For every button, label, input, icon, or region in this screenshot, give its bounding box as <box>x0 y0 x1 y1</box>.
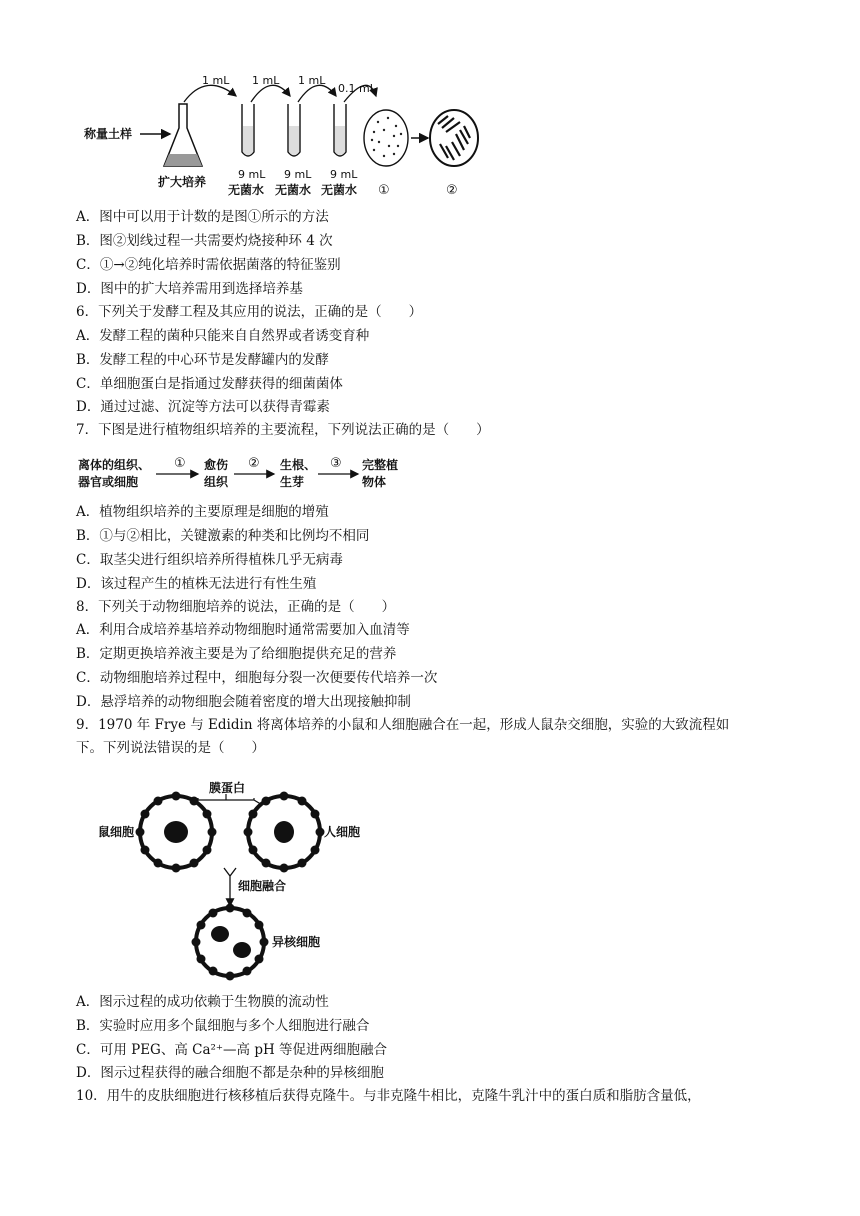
q9-option-d: D．图示过程获得的融合细胞不都是杂种的异核细胞 <box>76 1065 384 1081</box>
flow-step-2: ② <box>248 456 260 471</box>
flow-mid-1: 愈伤 <box>204 458 229 472</box>
tube-water-2: 无菌水 <box>275 183 312 197</box>
flow-step-3: ③ <box>330 456 342 471</box>
serial-dilution-figure <box>76 66 516 202</box>
membrane-protein-label: 膜蛋白 <box>209 781 246 795</box>
q8-stem: 8．下列关于动物细胞培养的说法，正确的是（ ） <box>76 599 396 615</box>
q8-option-c: C．动物细胞培养过程中，细胞每分裂一次便要传代培养一次 <box>76 670 438 686</box>
q9-option-b: B．实验时应用多个鼠细胞与多个人细胞进行融合 <box>76 1018 370 1034</box>
test-tube-icon <box>334 104 346 156</box>
flow-end-2: 物体 <box>362 475 387 489</box>
tube-volume-2: 9 mL <box>284 168 312 181</box>
tube-water-1: 无菌水 <box>228 183 265 197</box>
q7-option-b: B．①与②相比，关键激素的种类和比例均不相同 <box>76 528 370 544</box>
plate-spread-icon <box>364 110 408 166</box>
tube-volume-1: 9 mL <box>238 168 266 181</box>
cell-fusion-figure <box>96 772 376 984</box>
volume-label-1: 1 mL <box>202 74 230 87</box>
flask-icon <box>164 104 202 166</box>
q9-option-a: A．图示过程的成功依赖于生物膜的流动性 <box>76 994 329 1010</box>
q5-option-c: C．①→②纯化培养时需依据菌落的特征鉴别 <box>76 257 341 273</box>
flow-step-1: ① <box>174 456 186 471</box>
volume-label-3: 1 mL <box>298 74 326 87</box>
tissue-culture-flow <box>76 452 406 496</box>
q5-option-d: D．图中的扩大培养需用到选择培养基 <box>76 281 303 297</box>
heterokaryon-cell-icon <box>192 904 269 981</box>
q9-stem-line1: 9．1970 年 Frye 与 Edidin 将离体培养的小鼠和人细胞融合在一起，形成人鼠杂交细胞，实验的大致流程如 <box>76 717 730 733</box>
flow-end-1: 完整植 <box>362 458 399 472</box>
q8-option-b: B．定期更换培养液主要是为了给细胞提供充足的营养 <box>76 646 397 662</box>
q6-option-c: C．单细胞蛋白是指通过发酵获得的细菌菌体 <box>76 376 343 392</box>
tube-volume-3: 9 mL <box>330 168 358 181</box>
q8-option-a: A．利用合成培养基培养动物细胞时通常需要加入血清等 <box>76 622 410 638</box>
flow-start-1: 离体的组织、 <box>78 458 151 472</box>
q6-option-a: A．发酵工程的菌种只能来自自然界或者诱变育种 <box>76 328 370 344</box>
plate-label-1: ① <box>378 183 390 198</box>
flow-mid-2: 组织 <box>204 475 229 489</box>
q7-option-a: A．植物组织培养的主要原理是细胞的增殖 <box>76 504 329 520</box>
q9-stem-line2: 下。下列说法错误的是（ ） <box>76 740 265 756</box>
plate-streak-icon <box>430 110 478 166</box>
human-cell-label: 人细胞 <box>324 825 361 839</box>
q10-stem-line1: 10．用牛的皮肤细胞进行核移植后获得克隆牛。与非克隆牛相比，克隆牛乳汁中的蛋白质和脂肪含量低， <box>76 1088 701 1104</box>
q5-option-a: A．图中可以用于计数的是图①所示的方法 <box>76 209 329 225</box>
test-tube-icon <box>242 104 254 156</box>
q7-stem: 7．下图是进行植物组织培养的主要流程，下列说法正确的是（ ） <box>76 422 490 438</box>
q7-option-c: C．取茎尖进行组织培养所得植株几乎无病毒 <box>76 552 343 568</box>
q7-option-d: D．该过程产生的植株无法进行有性生殖 <box>76 576 317 592</box>
q6-stem: 6．下列关于发酵工程及其应用的说法，正确的是（ ） <box>76 304 423 320</box>
mouse-cell-label: 鼠细胞 <box>98 825 135 839</box>
q8-option-d: D．悬浮培养的动物细胞会随着密度的增大出现接触抑制 <box>76 694 411 710</box>
q6-option-b: B．发酵工程的中心环节是发酵罐内的发酵 <box>76 352 329 368</box>
sample-label: 称量土样 <box>84 127 133 141</box>
culture-label: 扩大培养 <box>158 175 207 189</box>
test-tube-icon <box>288 104 300 156</box>
flow-next-1: 生根、 <box>280 458 317 472</box>
volume-label-2: 1 mL <box>252 74 280 87</box>
human-cell-icon <box>244 792 325 873</box>
tube-water-3: 无菌水 <box>321 183 358 197</box>
q5-option-b: B．图②划线过程一共需要灼烧接种环 4 次 <box>76 233 333 249</box>
mouse-cell-icon <box>136 792 217 873</box>
q6-option-d: D．通过过滤、沉淀等方法可以获得青霉素 <box>76 399 330 415</box>
volume-label-4: 0.1 mL <box>338 82 376 95</box>
q9-option-c: C．可用 PEG、高 Ca²⁺—高 pH 等促进两细胞融合 <box>76 1042 388 1058</box>
flow-start-2: 器官或细胞 <box>78 475 139 489</box>
heterokaryon-label: 异核细胞 <box>272 935 321 949</box>
flow-next-2: 生芽 <box>280 475 305 489</box>
fusion-label: 细胞融合 <box>238 879 287 893</box>
plate-label-2: ② <box>446 183 458 198</box>
